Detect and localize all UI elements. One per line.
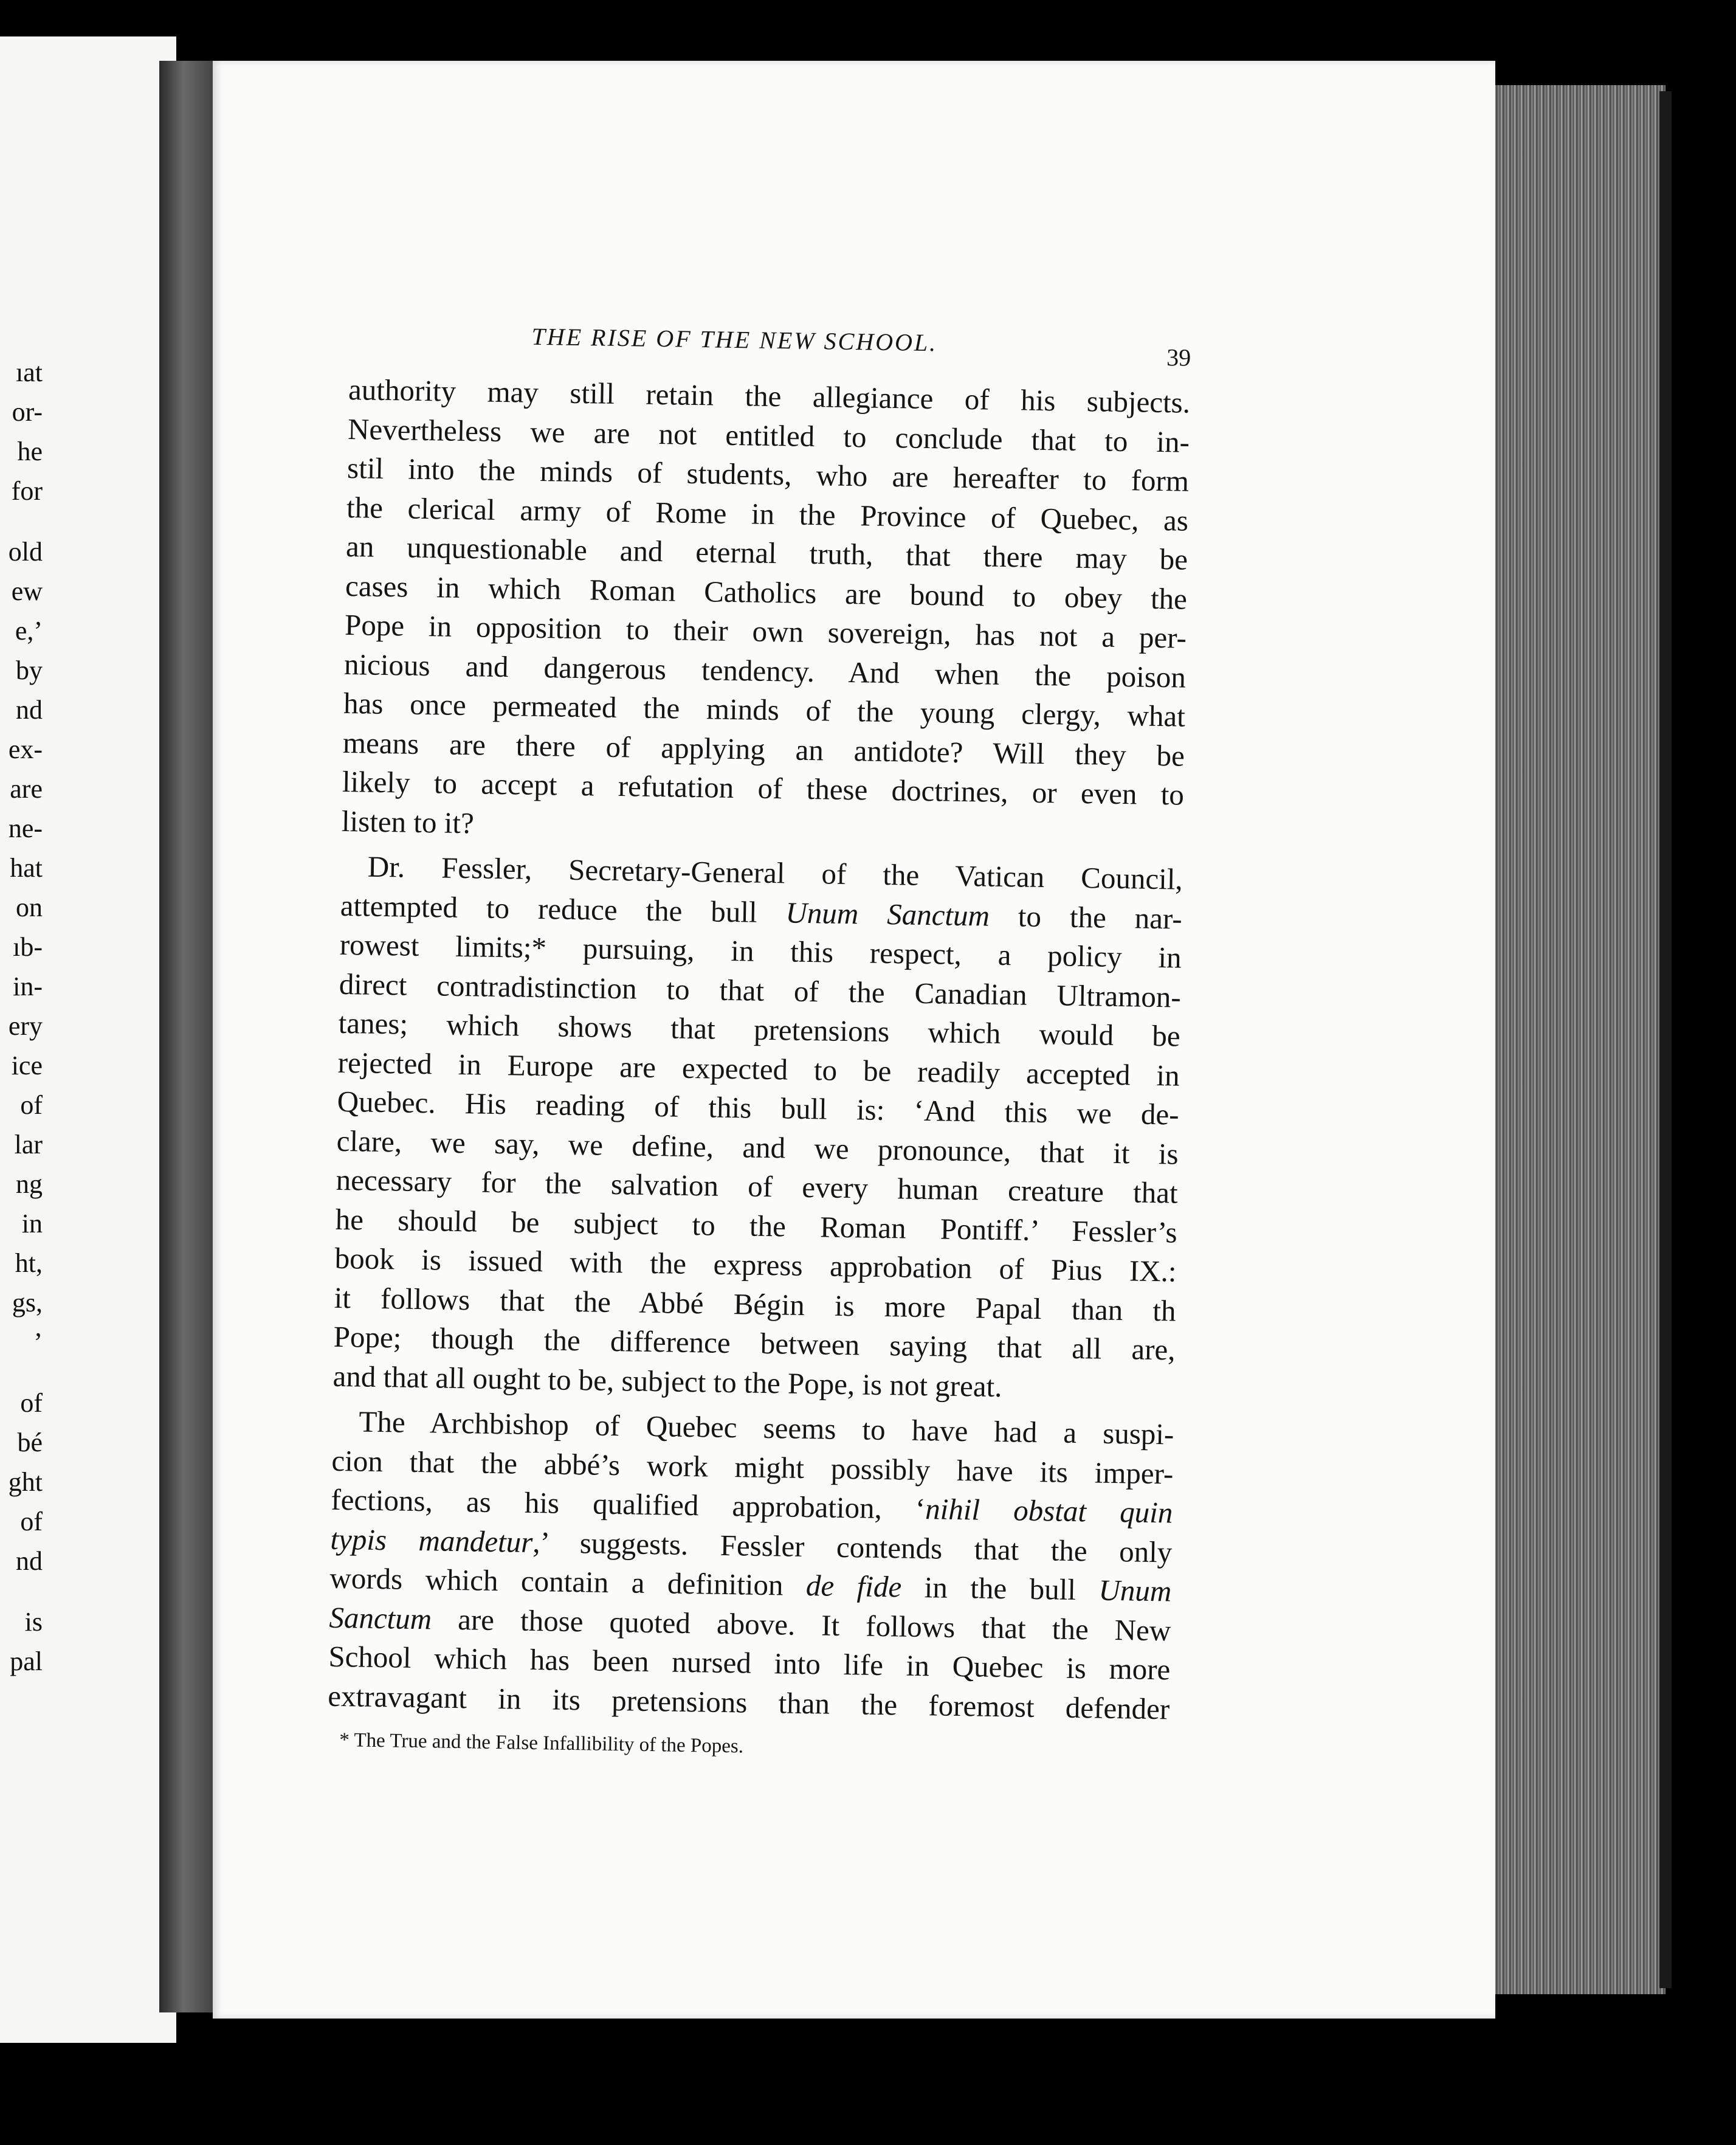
text-line: listen to it? bbox=[341, 804, 475, 840]
facing-page-fragment: ng bbox=[16, 1169, 43, 1199]
facing-page-fragment: or- bbox=[12, 397, 43, 427]
text-line: has once permeated the minds of the young clergy, what bbox=[343, 686, 1186, 733]
text-line: Pope; though the difference between saying that all are, bbox=[333, 1319, 1176, 1367]
text-line: likely to accept a refutation of these doctrines, or even to bbox=[342, 764, 1185, 812]
facing-page-fragment: of bbox=[20, 1507, 43, 1536]
facing-page-fragment: old bbox=[8, 537, 43, 567]
facing-page-fragment: he bbox=[17, 437, 43, 466]
facing-page-fragment bbox=[0, 1581, 43, 1602]
facing-page-fragment: by bbox=[16, 655, 43, 685]
facing-page-fragment: pal bbox=[10, 1646, 43, 1676]
facing-page-fragment: ght bbox=[8, 1467, 43, 1497]
facing-page-fragment: ıb- bbox=[13, 932, 43, 962]
text-line: Sanctum are those quoted above. It follows that the New bbox=[329, 1600, 1171, 1647]
facing-page-fragment: on bbox=[16, 893, 43, 922]
book-gutter bbox=[159, 61, 220, 2012]
facing-page-fragment: ht, bbox=[15, 1248, 43, 1278]
facing-page-fragment: ’ bbox=[33, 1327, 43, 1357]
facing-page-fragment: e,’ bbox=[15, 616, 43, 646]
text-line: Pope in opposition to their own sovereign, has not a per- bbox=[344, 607, 1187, 655]
text-line: direct contradistinction to that of the Canadian Ultramon- bbox=[339, 967, 1182, 1014]
text-line: stil into the minds of students, who are hereafter to form bbox=[346, 451, 1190, 498]
body-text bbox=[328, 370, 1191, 1729]
text-line: book is issued with the express approbation of Pius IX.: bbox=[334, 1241, 1177, 1288]
text-line: necessary for the salvation of every human creature that bbox=[336, 1162, 1179, 1210]
text-line: words which contain a definition de fide in the bull Unum bbox=[329, 1561, 1172, 1608]
facing-page-fragment: is bbox=[24, 1607, 43, 1637]
page-number: 39 bbox=[1166, 344, 1191, 371]
facing-page-fragment: hat bbox=[10, 853, 43, 883]
facing-page-fragment: of bbox=[20, 1388, 43, 1418]
facing-page-left bbox=[0, 36, 176, 2043]
book-fore-edge-shadow bbox=[1659, 91, 1672, 1988]
text-line: The Archbishop of Quebec seems to have had a suspi- bbox=[359, 1404, 1174, 1451]
text-line: Quebec. His reading of this bull is: ‘And this we de- bbox=[337, 1084, 1180, 1131]
facing-page-fragment: gs, bbox=[12, 1288, 43, 1318]
text-line: the clerical army of Rome in the Province of Quebec, as bbox=[346, 490, 1189, 537]
text-line: it follows that the Abbé Bégin is more Papal than th bbox=[334, 1280, 1176, 1328]
facing-page-fragment bbox=[0, 511, 43, 532]
footnote: * The True and the False Infallibility of the Popes. bbox=[339, 1729, 744, 1758]
text-line: cases in which Roman Catholics are bound to obey the bbox=[345, 568, 1188, 616]
text-line: clare, we say, we define, and we pronounce, that it is bbox=[336, 1124, 1179, 1171]
text-line: rowest limits;* pursuing, in this respect, a policy in bbox=[339, 927, 1182, 975]
facing-page-fragment: are bbox=[10, 774, 43, 804]
page-text-block bbox=[327, 319, 1191, 1766]
book-fore-edge bbox=[1483, 85, 1665, 1994]
text-line: fections, as his qualified approbation, ‘nihil obstat quin bbox=[331, 1482, 1173, 1530]
text-line: nicious and dangerous tendency. And when the poison bbox=[343, 647, 1187, 694]
running-title: THE RISE OF THE NEW SCHOOL. bbox=[531, 322, 938, 357]
facing-page-fragment: in- bbox=[13, 972, 43, 1001]
facing-page-fragment: in bbox=[21, 1209, 43, 1238]
paragraph bbox=[342, 370, 1191, 854]
facing-page-fragment bbox=[0, 1362, 43, 1383]
text-line: he should be subject to the Roman Pontiff.’ Fessler’s bbox=[335, 1202, 1178, 1249]
facing-page-fragment: ne- bbox=[8, 813, 43, 843]
facing-page-fragment: ex- bbox=[8, 734, 43, 764]
paragraph bbox=[328, 1402, 1174, 1729]
text-line: tanes; which shows that pretensions which would be bbox=[338, 1006, 1181, 1053]
facing-page-fragment: ew bbox=[11, 576, 43, 606]
facing-page-text-fragments bbox=[0, 353, 43, 1681]
facing-page-fragment: nd bbox=[16, 1546, 43, 1576]
text-line: an unquestionable and eternal truth, that there may be bbox=[345, 529, 1188, 576]
facing-page-fragment: ery bbox=[8, 1011, 43, 1041]
text-line: extravagant in its pretensions than the foremost defender bbox=[328, 1679, 1170, 1725]
text-line: School which has been nursed into life in Quebec is more bbox=[328, 1639, 1171, 1687]
facing-page-fragment: lar bbox=[14, 1130, 43, 1159]
facing-page-fragment: for bbox=[11, 476, 43, 506]
facing-page-fragment: bé bbox=[17, 1428, 43, 1457]
facing-page-fragment: of bbox=[20, 1090, 43, 1120]
text-line: authority may still retain the allegiance of his subjects. bbox=[348, 372, 1191, 420]
text-line: Dr. Fessler, Secretary-General of the Vatican Council, bbox=[367, 849, 1183, 896]
text-line: attempted to reduce the bull Unum Sanctum to the nar- bbox=[340, 888, 1183, 936]
facing-page-fragment: ıat bbox=[16, 358, 43, 387]
facing-page-fragment: nd bbox=[16, 695, 43, 725]
text-line: means are there of applying an antidote? Will they be bbox=[342, 725, 1185, 773]
paragraph bbox=[332, 847, 1183, 1409]
text-line: typis mandetur,’ suggests. Fessler contends that the only bbox=[330, 1522, 1173, 1569]
facing-page-fragment: ice bbox=[11, 1051, 43, 1080]
text-line: cion that the abbé’s work might possibly have its imper- bbox=[331, 1443, 1174, 1491]
text-line: and that all ought to be, subject to the Pope, is not great. bbox=[332, 1359, 1002, 1403]
text-line: Nevertheless we are not entitled to conclude that to in- bbox=[347, 412, 1190, 459]
text-line: rejected in Europe are expected to be readily accepted in bbox=[337, 1045, 1180, 1093]
